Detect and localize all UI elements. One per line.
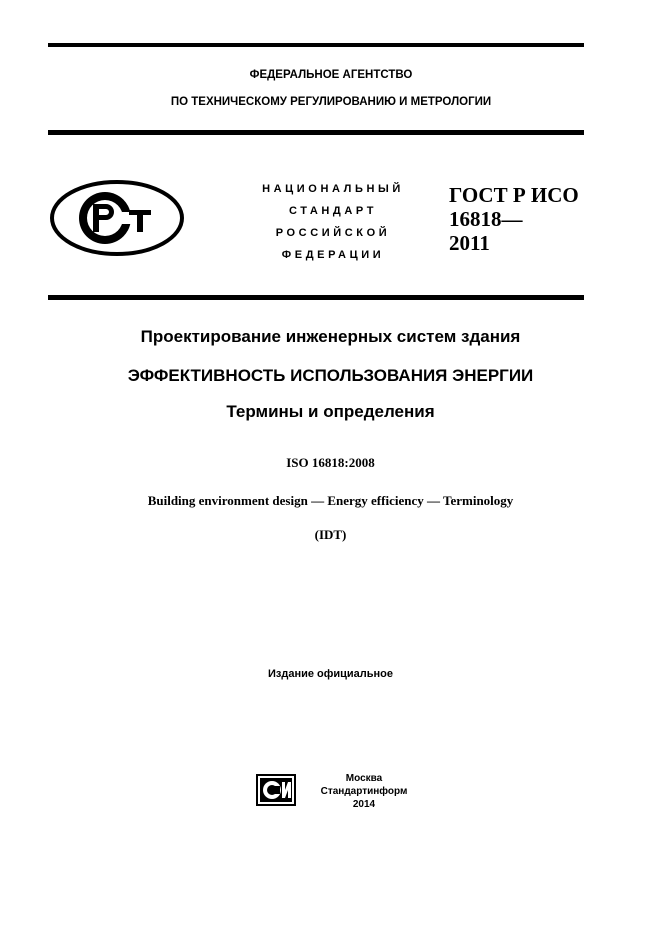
publisher-info <box>310 772 418 811</box>
document-title: Проектирование инженерных систем здания <box>140 327 521 346</box>
english-title: Building environment design — Energy efficiency — Terminology <box>147 493 514 508</box>
document-subtitle: ЭФФЕКТИВНОСТЬ ИСПОЛЬЗОВАНИЯ ЭНЕРГИИ <box>127 366 534 385</box>
national-line-4: ФЕДЕРАЦИИ <box>281 249 385 261</box>
iso-reference: ISO 16818:2008 <box>286 455 375 470</box>
gost-r-logo <box>49 179 185 262</box>
national-line-1: НАЦИОНАЛЬНЫЙ <box>262 183 404 195</box>
publisher-year: 2014 <box>352 799 376 810</box>
agency-name-line-1: ФЕДЕРАЛЬНОЕ АГЕНТСТВО <box>249 69 413 81</box>
title-rule <box>48 295 584 300</box>
standartinform-logo <box>256 774 296 811</box>
publisher-city: Москва <box>345 773 383 784</box>
standard-designation <box>449 183 579 255</box>
document-part-title: Термины и определения <box>226 402 435 421</box>
agency-name-line-2: ПО ТЕХНИЧЕСКОМУ РЕГУЛИРОВАНИЮ И МЕТРОЛОГИИ <box>170 96 492 108</box>
national-standard-label <box>238 178 428 266</box>
designation-line-1: ГОСТ Р ИСО <box>449 183 579 207</box>
top-rule <box>48 43 584 47</box>
header-rule <box>48 130 584 135</box>
designation-line-2: 16818— <box>449 207 523 231</box>
designation-line-3: 2011 <box>449 231 490 255</box>
identity-marker: (IDT) <box>314 527 347 542</box>
national-line-2: СТАНДАРТ <box>288 205 378 217</box>
national-line-3: РОССИЙСКОЙ <box>275 227 391 239</box>
publisher-name: Стандартинформ <box>320 786 408 797</box>
edition-label: Издание официальное <box>267 668 394 680</box>
